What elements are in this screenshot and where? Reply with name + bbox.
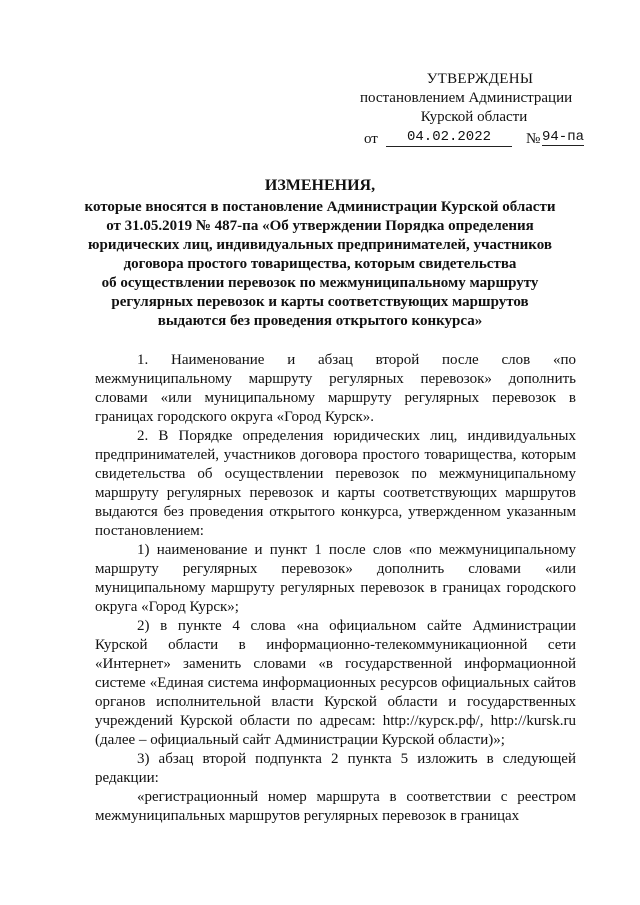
from-label: от [364,131,378,147]
title-line: юридических лиц, индивидуальных предпринимателей, участников [88,237,552,253]
title-line: которые вносятся в постановление Администрации Курской области [84,199,556,215]
document-body [95,351,576,826]
title-line: об осуществлении перевозок по межмуниципальному маршруту [101,275,539,291]
document-title [80,176,560,331]
title-line: договора простого товарищества, которым свидетельства [123,256,517,272]
resolution-number: 94-па [542,129,585,145]
resolution-label: постановлением Администрации [360,90,573,106]
approval-stamp [358,70,584,150]
resolution-date: 04.02.2022 [386,128,512,147]
title-line: регулярных перевозок и карты соответствующих маршрутов [111,294,529,310]
title-heading: ИЗМЕНЕНИЯ, [264,177,376,194]
paragraph: 2) в пункте 4 слова «на официальном сайте Администрации Курской области в информационно-телекоммуникационной сети «Интернет» заменить словами «в государственной информационной системе «Единая система информационных ресурсов официальных сайтов органов исполнительной власти Курской области и государственных учреждений Курской области по адресам: http://курск.рф/, http://kursk.ru (далее – официальный сайт Администрации Курской области)»; [95,618,576,748]
region-label: Курской области [420,109,528,125]
paragraph: 1. Наименование и абзац второй после слов «по межмуниципальному маршруту регулярных перевозок» дополнить словами «или муниципальному маршруту регулярных перевозок в границах городского округа «Город Курск». [95,352,576,425]
paragraph: 2. В Порядке определения юридических лиц, индивидуальных предпринимателей, участников договора простого товарищества, которым свидетельства об осуществлении перевозок по межмуниципальному маршруту регулярных перевозок и карты соответствующих маршрутов выдаются без проведения открытого конкурса, утвержденном указанным постановлением: [95,428,576,539]
date-number-line [358,128,584,150]
title-line: выдаются без проведения открытого конкурса» [157,313,483,329]
paragraph: 3) абзац второй подпункта 2 пункта 5 изложить в следующей редакции: [95,751,576,786]
approved-label: УТВЕРЖДЕНЫ [426,71,534,87]
paragraph: «регистрационный номер маршрута в соответствии с реестром межмуниципальных маршрутов регулярных перевозок в границах [95,789,576,824]
paragraph: 1) наименование и пункт 1 после слов «по межмуниципальному маршруту регулярных перевозок» дополнить словами «или муниципальному маршруту регулярных перевозок в границах городского округа «Город Курск»; [95,542,576,615]
title-line: от 31.05.2019 № 487-па «Об утверждении Порядка определения [106,218,534,234]
number-label: № [526,131,541,147]
